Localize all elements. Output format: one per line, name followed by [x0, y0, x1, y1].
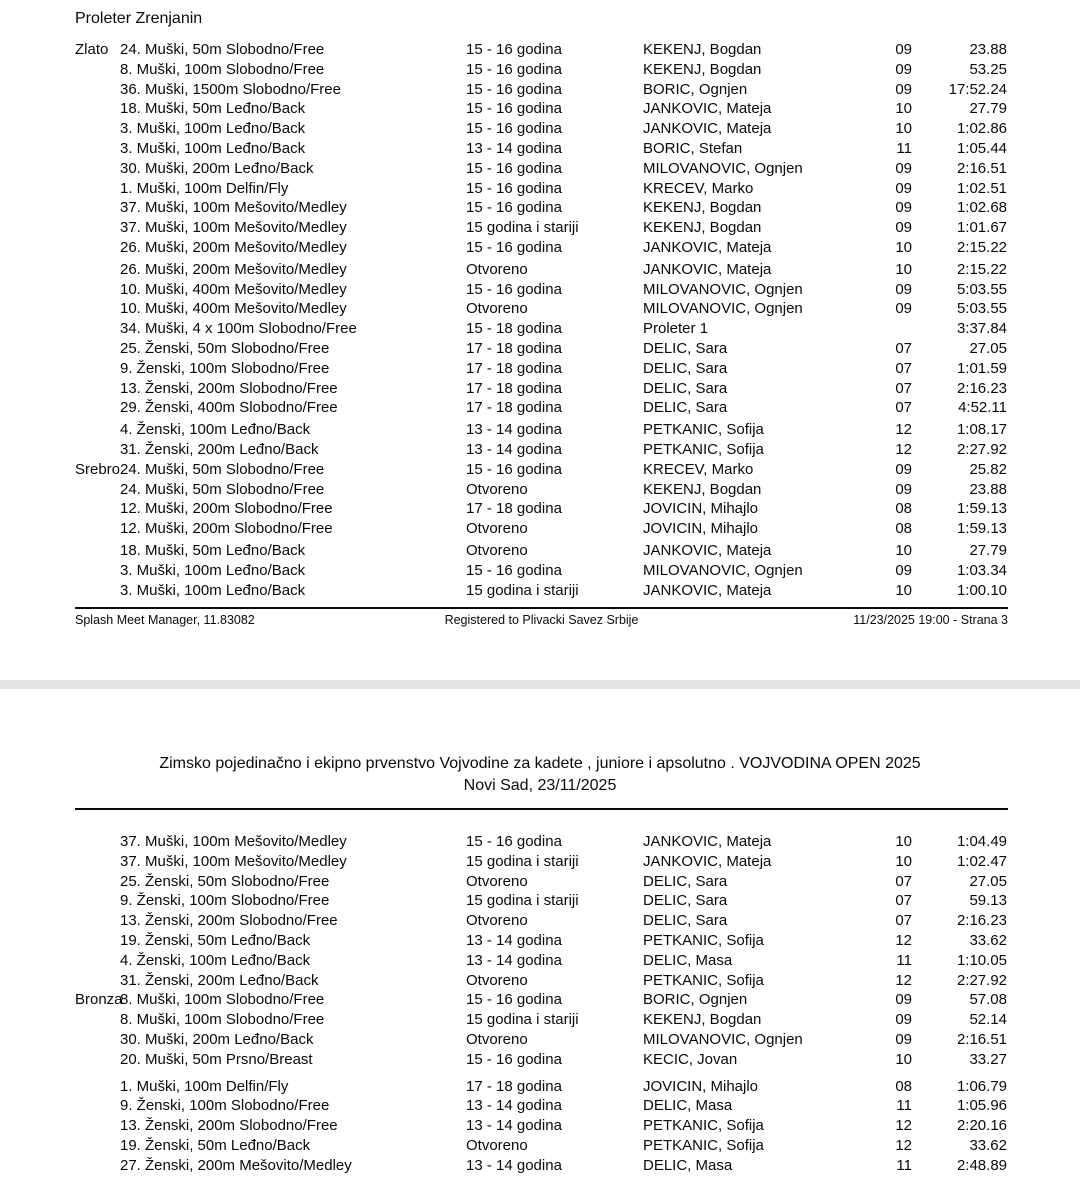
athlete-name-cell: BORIC, Stefan — [643, 139, 743, 157]
event-cell: 12. Muški, 200m Slobodno/Free — [120, 500, 333, 518]
time-cell: 2:48.89 — [956, 1156, 1007, 1174]
athlete-name-cell: JANKOVIC, Mateja — [643, 238, 772, 256]
event-cell: 3. Muški, 100m Leđno/Back — [120, 561, 306, 579]
athlete-name-cell: JANKOVIC, Mateja — [643, 833, 772, 850]
athlete-name-cell: JOVICIN, Mihajlo — [643, 500, 759, 518]
event-cell: 34. Muški, 4 x 100m Slobodno/Free — [120, 320, 357, 338]
table-row — [0, 40, 1080, 60]
time-cell: 1:02.51 — [956, 179, 1007, 197]
birth-year-cell: 09 — [895, 300, 912, 318]
table-row — [0, 218, 1080, 238]
birth-year-cell: 09 — [895, 60, 912, 78]
age-group-cell: 15 - 16 godina — [466, 41, 562, 58]
birth-year-cell: 08 — [895, 1077, 912, 1095]
age-group-cell: 15 - 16 godina — [466, 159, 562, 177]
birth-year-cell: 08 — [895, 500, 912, 518]
athlete-name-cell: KEKENJ, Bogdan — [643, 199, 762, 217]
event-cell: 37. Muški, 100m Mešovito/Medley — [120, 852, 347, 870]
event-cell: 9. Ženski, 100m Slobodno/Free — [120, 1097, 330, 1115]
birth-year-cell: 10 — [895, 541, 912, 559]
birth-year-cell: 10 — [895, 100, 912, 118]
time-cell: 2:16.23 — [956, 912, 1007, 930]
athlete-name-cell: JANKOVIC, Mateja — [643, 260, 772, 278]
table-row — [0, 159, 1080, 179]
table-row — [0, 832, 1080, 852]
table-row — [0, 359, 1080, 379]
event-cell: 19. Ženski, 50m Leđno/Back — [120, 1136, 311, 1154]
table-row — [0, 911, 1080, 931]
table-row — [0, 1010, 1080, 1030]
event-cell: 13. Ženski, 200m Slobodno/Free — [120, 1117, 338, 1135]
time-cell: 33.27 — [969, 1050, 1007, 1068]
event-cell: 18. Muški, 50m Leđno/Back — [120, 541, 306, 559]
time-cell: 1:04.49 — [956, 833, 1007, 850]
age-group-cell: Otvoreno — [466, 520, 528, 538]
age-group-cell: Otvoreno — [466, 971, 528, 989]
table-row — [0, 852, 1080, 872]
athlete-name-cell: DELIC, Sara — [643, 359, 728, 377]
athlete-name-cell: JANKOVIC, Mateja — [643, 852, 772, 870]
age-group-cell: 15 - 16 godina — [466, 460, 562, 478]
table-row — [0, 379, 1080, 399]
birth-year-cell: 09 — [895, 179, 912, 197]
event-cell: 24. Muški, 50m Slobodno/Free — [120, 460, 325, 478]
athlete-name-cell: KEKENJ, Bogdan — [643, 219, 762, 237]
time-cell: 23.88 — [969, 480, 1007, 498]
time-cell: 1:03.34 — [956, 561, 1007, 579]
event-cell: 37. Muški, 100m Mešovito/Medley — [120, 199, 347, 217]
age-group-cell: 13 - 14 godina — [466, 1117, 562, 1135]
age-group-cell: Otvoreno — [466, 1030, 528, 1048]
event-cell: 3. Muški, 100m Leđno/Back — [120, 581, 306, 599]
age-group-cell: 17 - 18 godina — [466, 500, 562, 518]
header-divider — [75, 808, 1008, 810]
time-cell: 5:03.55 — [956, 280, 1007, 298]
time-cell: 2:20.16 — [956, 1117, 1007, 1135]
event-cell: 10. Muški, 400m Mešovito/Medley — [120, 300, 347, 318]
time-cell: 33.62 — [969, 1136, 1007, 1154]
age-group-cell: 15 godina i stariji — [466, 892, 579, 910]
time-cell: 59.13 — [969, 892, 1007, 910]
event-cell: 4. Ženski, 100m Leđno/Back — [120, 951, 311, 969]
birth-year-cell: 11 — [896, 1156, 912, 1174]
age-group-cell: 13 - 14 godina — [466, 421, 562, 439]
age-group-cell: 13 - 14 godina — [466, 440, 562, 458]
age-group-cell: 17 - 18 godina — [466, 359, 562, 377]
birth-year-cell: 07 — [895, 359, 912, 377]
birth-year-cell: 07 — [895, 339, 912, 357]
birth-year-cell: 07 — [895, 379, 912, 397]
time-cell: 1:10.05 — [956, 951, 1007, 969]
time-cell: 25.82 — [969, 460, 1007, 478]
age-group-cell: 15 - 16 godina — [466, 561, 562, 579]
page-separator — [0, 680, 1080, 689]
event-cell: 13. Ženski, 200m Slobodno/Free — [120, 379, 338, 397]
event-cell: 1. Muški, 100m Delfin/Fly — [120, 1077, 289, 1095]
athlete-name-cell: DELIC, Masa — [643, 1156, 733, 1174]
birth-year-cell: 12 — [895, 931, 912, 949]
event-cell: 30. Muški, 200m Leđno/Back — [120, 1030, 314, 1048]
time-cell: 1:02.68 — [956, 199, 1007, 217]
time-cell: 2:15.22 — [956, 238, 1007, 256]
time-cell: 1:01.59 — [956, 359, 1007, 377]
athlete-name-cell: DELIC, Sara — [643, 379, 728, 397]
age-group-cell: 15 - 16 godina — [466, 100, 562, 118]
table-row — [0, 519, 1080, 539]
athlete-name-cell: JANKOVIC, Mateja — [643, 120, 772, 138]
time-cell: 17:52.24 — [948, 80, 1007, 98]
birth-year-cell: 07 — [895, 872, 912, 890]
age-group-cell: 15 - 18 godina — [466, 320, 562, 338]
athlete-name-cell: PETKANIC, Sofija — [643, 971, 764, 989]
footer-app-version: Splash Meet Manager, 11.83082 — [75, 613, 255, 627]
event-cell: 27. Ženski, 200m Mešovito/Medley — [120, 1156, 352, 1174]
table-row — [0, 280, 1080, 300]
table-row — [0, 339, 1080, 359]
athlete-name-cell: KEKENJ, Bogdan — [643, 60, 762, 78]
age-group-cell: 15 godina i stariji — [466, 219, 579, 237]
age-group-cell: 15 - 16 godina — [466, 833, 562, 850]
event-cell: 8. Muški, 100m Slobodno/Free — [120, 60, 325, 78]
time-cell: 33.62 — [969, 931, 1007, 949]
birth-year-cell: 09 — [895, 41, 912, 58]
event-cell: 25. Ženski, 50m Slobodno/Free — [120, 339, 330, 357]
page-footer — [75, 612, 1008, 629]
birth-year-cell: 09 — [895, 280, 912, 298]
medal-table-page-4 — [0, 832, 1080, 1176]
event-cell: 26. Muški, 200m Mešovito/Medley — [120, 238, 347, 256]
time-cell: 2:16.51 — [956, 159, 1007, 177]
age-group-cell: Otvoreno — [466, 541, 528, 559]
table-row — [0, 139, 1080, 159]
table-row — [0, 872, 1080, 892]
athlete-name-cell: DELIC, Sara — [643, 872, 728, 890]
birth-year-cell: 09 — [895, 1011, 912, 1029]
age-group-cell: 17 - 18 godina — [466, 1077, 562, 1095]
footer-divider — [75, 607, 1008, 609]
meet-title: Zimsko pojedinačno i ekipno prvenstvo Vojvodine za kadete , juniore i apsolutno . VOJVODINA OPEN 2025 — [159, 755, 921, 772]
athlete-name-cell: JOVICIN, Mihajlo — [643, 520, 759, 538]
time-cell: 1:08.17 — [956, 421, 1007, 439]
table-row — [0, 60, 1080, 80]
event-cell: 37. Muški, 100m Mešovito/Medley — [120, 833, 347, 850]
age-group-cell: 15 - 16 godina — [466, 280, 562, 298]
table-row — [0, 398, 1080, 418]
athlete-name-cell: PETKANIC, Sofija — [643, 1117, 764, 1135]
birth-year-cell: 11 — [896, 1097, 912, 1115]
table-row — [0, 1156, 1080, 1176]
birth-year-cell: 09 — [895, 480, 912, 498]
event-cell: 9. Ženski, 100m Slobodno/Free — [120, 359, 330, 377]
medal-label: Bronza — [75, 991, 123, 1009]
time-cell: 1:05.96 — [956, 1097, 1007, 1115]
birth-year-cell: 09 — [895, 159, 912, 177]
event-cell: 19. Ženski, 50m Leđno/Back — [120, 931, 311, 949]
age-group-cell: 15 - 16 godina — [466, 199, 562, 217]
birth-year-cell: 10 — [895, 120, 912, 138]
athlete-name-cell: PETKANIC, Sofija — [643, 440, 764, 458]
athlete-name-cell: JANKOVIC, Mateja — [643, 581, 772, 599]
event-cell: 25. Ženski, 50m Slobodno/Free — [120, 872, 330, 890]
athlete-name-cell: JANKOVIC, Mateja — [643, 541, 772, 559]
age-group-cell: 15 godina i stariji — [466, 852, 579, 870]
table-row — [0, 1136, 1080, 1156]
age-group-cell: 13 - 14 godina — [466, 931, 562, 949]
athlete-name-cell: PETKANIC, Sofija — [643, 421, 764, 439]
age-group-cell: Otvoreno — [466, 480, 528, 498]
birth-year-cell: 10 — [895, 238, 912, 256]
athlete-name-cell: KRECEV, Marko — [643, 460, 754, 478]
medal-label: Zlato — [75, 41, 109, 58]
birth-year-cell: 12 — [895, 1117, 912, 1135]
athlete-name-cell: BORIC, Ognjen — [643, 991, 748, 1009]
birth-year-cell: 07 — [895, 892, 912, 910]
age-group-cell: 15 - 16 godina — [466, 60, 562, 78]
athlete-name-cell: PETKANIC, Sofija — [643, 1136, 764, 1154]
birth-year-cell: 10 — [895, 852, 912, 870]
athlete-name-cell: DELIC, Masa — [643, 951, 733, 969]
table-row — [0, 99, 1080, 119]
table-row — [0, 1050, 1080, 1070]
age-group-cell: 17 - 18 godina — [466, 379, 562, 397]
birth-year-cell: 07 — [895, 399, 912, 417]
table-row — [0, 1077, 1080, 1097]
footer-date-page: 11/23/2025 19:00 - Strana 3 — [853, 613, 1008, 627]
table-row — [0, 1096, 1080, 1116]
table-row — [0, 238, 1080, 258]
age-group-cell: 15 godina i stariji — [466, 1011, 579, 1029]
medal-label: Srebro — [75, 460, 121, 478]
time-cell: 2:16.51 — [956, 1030, 1007, 1048]
age-group-cell: 13 - 14 godina — [466, 1097, 562, 1115]
age-group-cell: 13 - 14 godina — [466, 951, 562, 969]
table-row — [0, 891, 1080, 911]
time-cell: 5:03.55 — [956, 300, 1007, 318]
event-cell: 8. Muški, 100m Slobodno/Free — [120, 1011, 325, 1029]
event-cell: 10. Muški, 400m Mešovito/Medley — [120, 280, 347, 298]
table-row — [0, 119, 1080, 139]
athlete-name-cell: KEKENJ, Bogdan — [643, 1011, 762, 1029]
athlete-name-cell: KEKENJ, Bogdan — [643, 41, 762, 58]
event-cell: 12. Muški, 200m Slobodno/Free — [120, 520, 333, 538]
time-cell: 52.14 — [969, 1011, 1007, 1029]
table-row — [0, 420, 1080, 440]
table-row — [0, 80, 1080, 100]
birth-year-cell: 12 — [895, 1136, 912, 1154]
age-group-cell: 15 - 16 godina — [466, 238, 562, 256]
birth-year-cell: 10 — [895, 260, 912, 278]
age-group-cell: Otvoreno — [466, 912, 528, 930]
table-row — [0, 1116, 1080, 1136]
age-group-cell: 15 - 16 godina — [466, 80, 562, 98]
table-row — [0, 480, 1080, 500]
athlete-name-cell: DELIC, Sara — [643, 399, 728, 417]
athlete-name-cell: Proleter 1 — [643, 320, 709, 338]
athlete-name-cell: MILOVANOVIC, Ognjen — [643, 1030, 803, 1048]
table-row — [0, 460, 1080, 480]
birth-year-cell: 09 — [895, 460, 912, 478]
medal-table-page-3 — [0, 40, 1080, 600]
birth-year-cell: 09 — [895, 199, 912, 217]
time-cell: 1:59.13 — [956, 500, 1007, 518]
time-cell: 1:05.44 — [956, 139, 1007, 157]
event-cell: 31. Ženski, 200m Leđno/Back — [120, 440, 319, 458]
time-cell: 27.05 — [969, 339, 1007, 357]
athlete-name-cell: DELIC, Sara — [643, 339, 728, 357]
table-row — [0, 1030, 1080, 1050]
table-row — [0, 179, 1080, 199]
event-cell: 18. Muški, 50m Leđno/Back — [120, 100, 306, 118]
time-cell: 4:52.11 — [958, 399, 1007, 417]
athlete-name-cell: DELIC, Sara — [643, 912, 728, 930]
birth-year-cell: 10 — [895, 1050, 912, 1068]
age-group-cell: Otvoreno — [466, 1136, 528, 1154]
table-row — [0, 260, 1080, 280]
table-row — [0, 440, 1080, 460]
birth-year-cell: 09 — [895, 991, 912, 1009]
event-cell: 3. Muški, 100m Leđno/Back — [120, 120, 306, 138]
table-row — [0, 971, 1080, 991]
athlete-name-cell: DELIC, Masa — [643, 1097, 733, 1115]
time-cell: 2:16.23 — [956, 379, 1007, 397]
event-cell: 20. Muški, 50m Prsno/Breast — [120, 1050, 313, 1068]
age-group-cell: 15 - 16 godina — [466, 179, 562, 197]
time-cell: 1:59.13 — [956, 520, 1007, 538]
time-cell: 1:02.86 — [956, 120, 1007, 138]
table-row — [0, 581, 1080, 601]
table-row — [0, 951, 1080, 971]
athlete-name-cell: MILOVANOVIC, Ognjen — [643, 300, 803, 318]
club-name: Proleter Zrenjanin — [75, 10, 203, 27]
age-group-cell: Otvoreno — [466, 300, 528, 318]
time-cell: 53.25 — [969, 60, 1007, 78]
time-cell: 27.05 — [969, 872, 1007, 890]
birth-year-cell: 12 — [895, 421, 912, 439]
birth-year-cell: 11 — [896, 139, 912, 157]
table-row — [0, 198, 1080, 218]
birth-year-cell: 09 — [895, 80, 912, 98]
table-row — [0, 990, 1080, 1010]
athlete-name-cell: JANKOVIC, Mateja — [643, 100, 772, 118]
time-cell: 27.79 — [969, 100, 1007, 118]
table-row — [0, 499, 1080, 519]
birth-year-cell: 11 — [896, 951, 912, 969]
event-cell: 13. Ženski, 200m Slobodno/Free — [120, 912, 338, 930]
time-cell: 1:00.10 — [956, 581, 1007, 599]
birth-year-cell: 07 — [895, 912, 912, 930]
athlete-name-cell: JOVICIN, Mihajlo — [643, 1077, 759, 1095]
athlete-name-cell: KRECEV, Marko — [643, 179, 754, 197]
age-group-cell: 15 - 16 godina — [466, 991, 562, 1009]
age-group-cell: 17 - 18 godina — [466, 399, 562, 417]
age-group-cell: 15 - 16 godina — [466, 1050, 562, 1068]
event-cell: 4. Ženski, 100m Leđno/Back — [120, 421, 311, 439]
meet-location-date: Novi Sad, 23/11/2025 — [463, 777, 617, 794]
athlete-name-cell: MILOVANOVIC, Ognjen — [643, 280, 803, 298]
athlete-name-cell: BORIC, Ognjen — [643, 80, 748, 98]
athlete-name-cell: MILOVANOVIC, Ognjen — [643, 561, 803, 579]
age-group-cell: 15 - 16 godina — [466, 120, 562, 138]
event-cell: 8. Muški, 100m Slobodno/Free — [120, 991, 325, 1009]
birth-year-cell: 09 — [895, 1030, 912, 1048]
birth-year-cell: 09 — [895, 219, 912, 237]
birth-year-cell: 09 — [895, 561, 912, 579]
age-group-cell: Otvoreno — [466, 872, 528, 890]
time-cell: 2:27.92 — [956, 440, 1007, 458]
age-group-cell: 13 - 14 godina — [466, 1156, 562, 1174]
table-row — [0, 561, 1080, 581]
birth-year-cell: 08 — [895, 520, 912, 538]
birth-year-cell: 10 — [895, 833, 912, 850]
time-cell: 57.08 — [969, 991, 1007, 1009]
age-group-cell: 17 - 18 godina — [466, 339, 562, 357]
time-cell: 3:37.84 — [956, 320, 1007, 338]
event-cell: 30. Muški, 200m Leđno/Back — [120, 159, 314, 177]
age-group-cell: Otvoreno — [466, 260, 528, 278]
time-cell: 2:27.92 — [956, 971, 1007, 989]
birth-year-cell: 10 — [895, 581, 912, 599]
event-cell: 24. Muški, 50m Slobodno/Free — [120, 41, 325, 58]
table-row — [0, 931, 1080, 951]
event-cell: 1. Muški, 100m Delfin/Fly — [120, 179, 289, 197]
time-cell: 27.79 — [969, 541, 1007, 559]
birth-year-cell: 12 — [895, 971, 912, 989]
time-cell: 1:06.79 — [956, 1077, 1007, 1095]
table-row — [0, 541, 1080, 561]
event-cell: 37. Muški, 100m Mešovito/Medley — [120, 219, 347, 237]
age-group-cell: 13 - 14 godina — [466, 139, 562, 157]
time-cell: 1:02.47 — [956, 852, 1007, 870]
event-cell: 9. Ženski, 100m Slobodno/Free — [120, 892, 330, 910]
athlete-name-cell: KEKENJ, Bogdan — [643, 480, 762, 498]
age-group-cell: 15 godina i stariji — [466, 581, 579, 599]
athlete-name-cell: MILOVANOVIC, Ognjen — [643, 159, 803, 177]
table-row — [0, 299, 1080, 319]
event-cell: 3. Muški, 100m Leđno/Back — [120, 139, 306, 157]
footer-registration: Registered to Plivacki Savez Srbije — [444, 613, 639, 627]
time-cell: 2:15.22 — [956, 260, 1007, 278]
athlete-name-cell: KECIC, Jovan — [643, 1050, 738, 1068]
athlete-name-cell: DELIC, Sara — [643, 892, 728, 910]
time-cell: 23.88 — [969, 41, 1007, 58]
event-cell: 26. Muški, 200m Mešovito/Medley — [120, 260, 347, 278]
event-cell: 31. Ženski, 200m Leđno/Back — [120, 971, 319, 989]
event-cell: 29. Ženski, 400m Slobodno/Free — [120, 399, 338, 417]
event-cell: 36. Muški, 1500m Slobodno/Free — [120, 80, 341, 98]
table-row — [0, 319, 1080, 339]
birth-year-cell: 12 — [895, 440, 912, 458]
time-cell: 1:01.67 — [956, 219, 1007, 237]
event-cell: 24. Muški, 50m Slobodno/Free — [120, 480, 325, 498]
page-strana-4 — [0, 689, 1080, 1182]
athlete-name-cell: PETKANIC, Sofija — [643, 931, 764, 949]
